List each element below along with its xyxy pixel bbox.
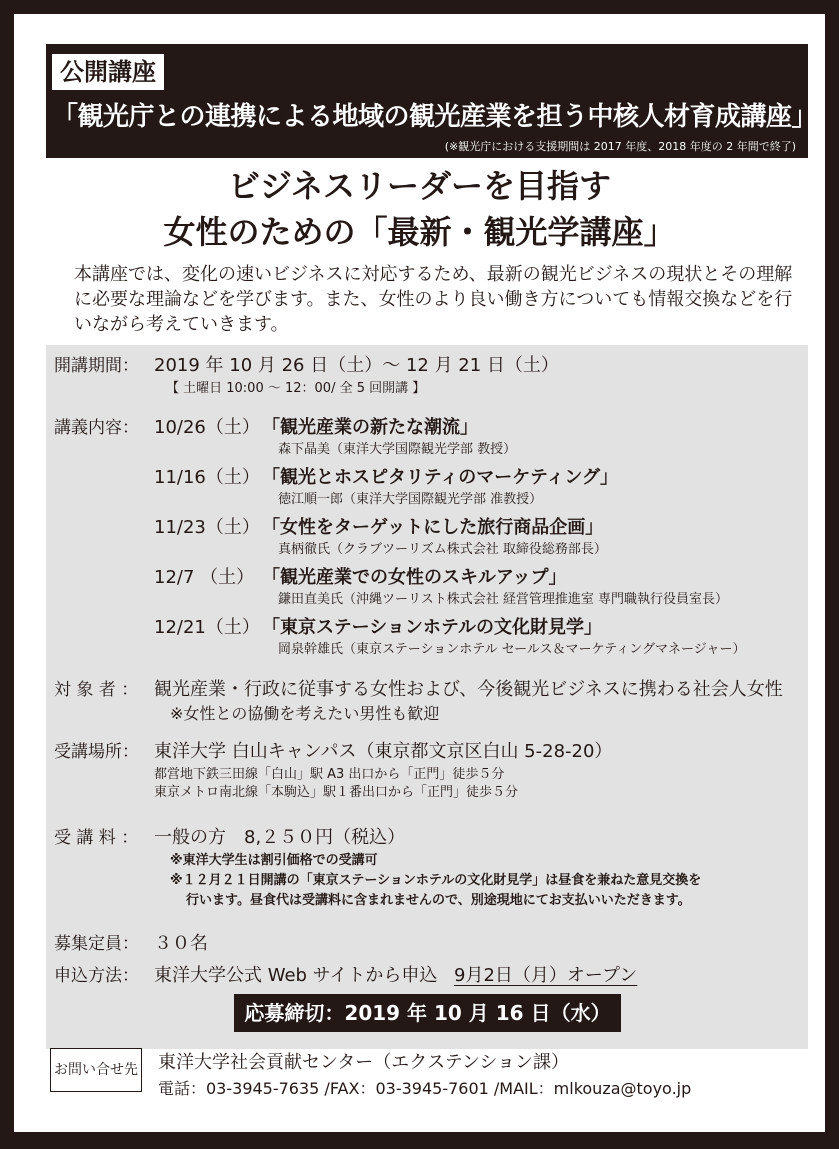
period-sub: 【 土曜日 10:00 ～ 12：00/ 全 5 回開講 】 — [166, 381, 426, 396]
lecture-date: 11/23（土） — [154, 517, 260, 538]
target-sub: ※女性との協働を考えたい男性も歓迎 — [170, 704, 440, 723]
contact-organization: 東洋大学社会貢献センター（エクステンション課） — [158, 1052, 570, 1073]
apply-label: 申込方法： — [54, 966, 139, 986]
lecture-instructor: 鎌田直美氏（沖縄ツーリスト株式会社 経営管理推進室 専門職執行役員室長） — [278, 592, 729, 607]
fee-value: 一般の方 8,２５０円（税込） — [154, 827, 406, 848]
contact-info: 電話：03-3945-7635 /FAX：03-3945-7601 /MAIL：mlkouza@toyo.jp — [158, 1079, 692, 1098]
lecture-instructor: 岡泉幹雄氏（東京ステーションホテル セールス＆マーケティングマネージャー） — [278, 642, 746, 657]
apply-open-date: 9月2日（月）オープン — [454, 965, 638, 986]
fee-note-1: ※東洋大学生は割引価格での受講可 — [170, 853, 378, 868]
target-value: 観光産業・行政に従事する女性および、今後観光ビジネスに携わる社会人女性 — [154, 679, 783, 700]
capacity-label: 募集定員： — [54, 934, 139, 954]
intro-text: 本講座では、変化の速いビジネスに対応するため、最新の観光ビジネスの現状とその理解に必要な理論などを学びます。また、女性のより良い働き方についても情報交換などを行いながら考えていきます。 — [74, 264, 793, 335]
deadline-banner: 応募締切：2019 年 10 月 16 日（水） — [234, 994, 621, 1032]
period-value: 2019 年 10 月 26 日（土）～ 12 月 21 日（土） — [154, 355, 559, 376]
course-tag: 公開講座 — [52, 54, 164, 90]
lecture-instructor: 徳江順一郎（東洋大学国際観光学部 准教授） — [278, 492, 543, 507]
support-note: (※観光庁における支援期間は 2017 年度、2018 年度の 2 年間で終了) — [444, 140, 796, 153]
lecture-title: 「観光産業での女性のスキルアップ」 — [262, 567, 567, 588]
details-panel — [46, 345, 808, 1049]
lecture-title: 「東京ステーションホテルの文化財見学」 — [262, 617, 603, 638]
lecture-date: 12/21（土） — [154, 617, 260, 638]
program-title: 「観光庁との連携による地域の観光産業を担う中核人材育成講座」 — [52, 102, 818, 132]
header-banner — [46, 44, 818, 158]
period-label: 開講期間： — [54, 356, 139, 376]
lecture-date: 11/16（土） — [154, 467, 260, 488]
flyer — [14, 14, 825, 1132]
apply-value: 東洋大学公式 Web サイトから申込 — [154, 965, 438, 986]
venue-value: 東洋大学 白山キャンパス（東京都文京区白山 5-28-20） — [154, 741, 613, 762]
contact-label: お問い合せ先 — [50, 1048, 142, 1092]
venue-label: 受講場所： — [54, 742, 139, 762]
main-title-line1: ビジネスリーダーを目指す — [227, 167, 612, 205]
venue-access-1: 都営地下鉄三田線「白山」駅 A3 出口から「正門」徒歩５分 — [154, 767, 505, 782]
target-label: 対 象 者 ： — [54, 680, 139, 700]
lecture-title: 「女性をターゲットにした旅行商品企画」 — [262, 517, 604, 538]
fee-note-3: 行います。昼食代は受講料に含まれませんので、別途現地にてお支払いいただきます。 — [186, 893, 691, 908]
fee-note-2: ※１２月２１日開講の「東京ステーションホテルの文化財見学」は昼食を兼ねた意見交換を — [170, 873, 702, 888]
venue-access-2: 東京メトロ南北線「本駒込」駅１番出口から「正門」徒歩５分 — [154, 785, 519, 800]
lecture-title: 「観光とホスピタリティのマーケティング」 — [262, 467, 619, 488]
lecture-date: 12/7 （土） — [154, 567, 255, 588]
lecture-instructor: 森下晶美（東洋大学国際観光学部 教授） — [278, 442, 517, 457]
lecture-title: 「観光産業の新たな潮流」 — [262, 417, 478, 438]
fee-label: 受 講 料 ： — [54, 828, 139, 848]
lecture-instructor: 真柄徹氏（クラブツーリズム株式会社 取締役総務部長） — [278, 542, 607, 557]
capacity-value: ３０名 — [154, 933, 208, 954]
lectures-label: 講義内容： — [54, 418, 139, 438]
lecture-date: 10/26（土） — [154, 417, 260, 438]
main-title-line2: 女性のための「最新・観光学講座」 — [163, 213, 676, 251]
